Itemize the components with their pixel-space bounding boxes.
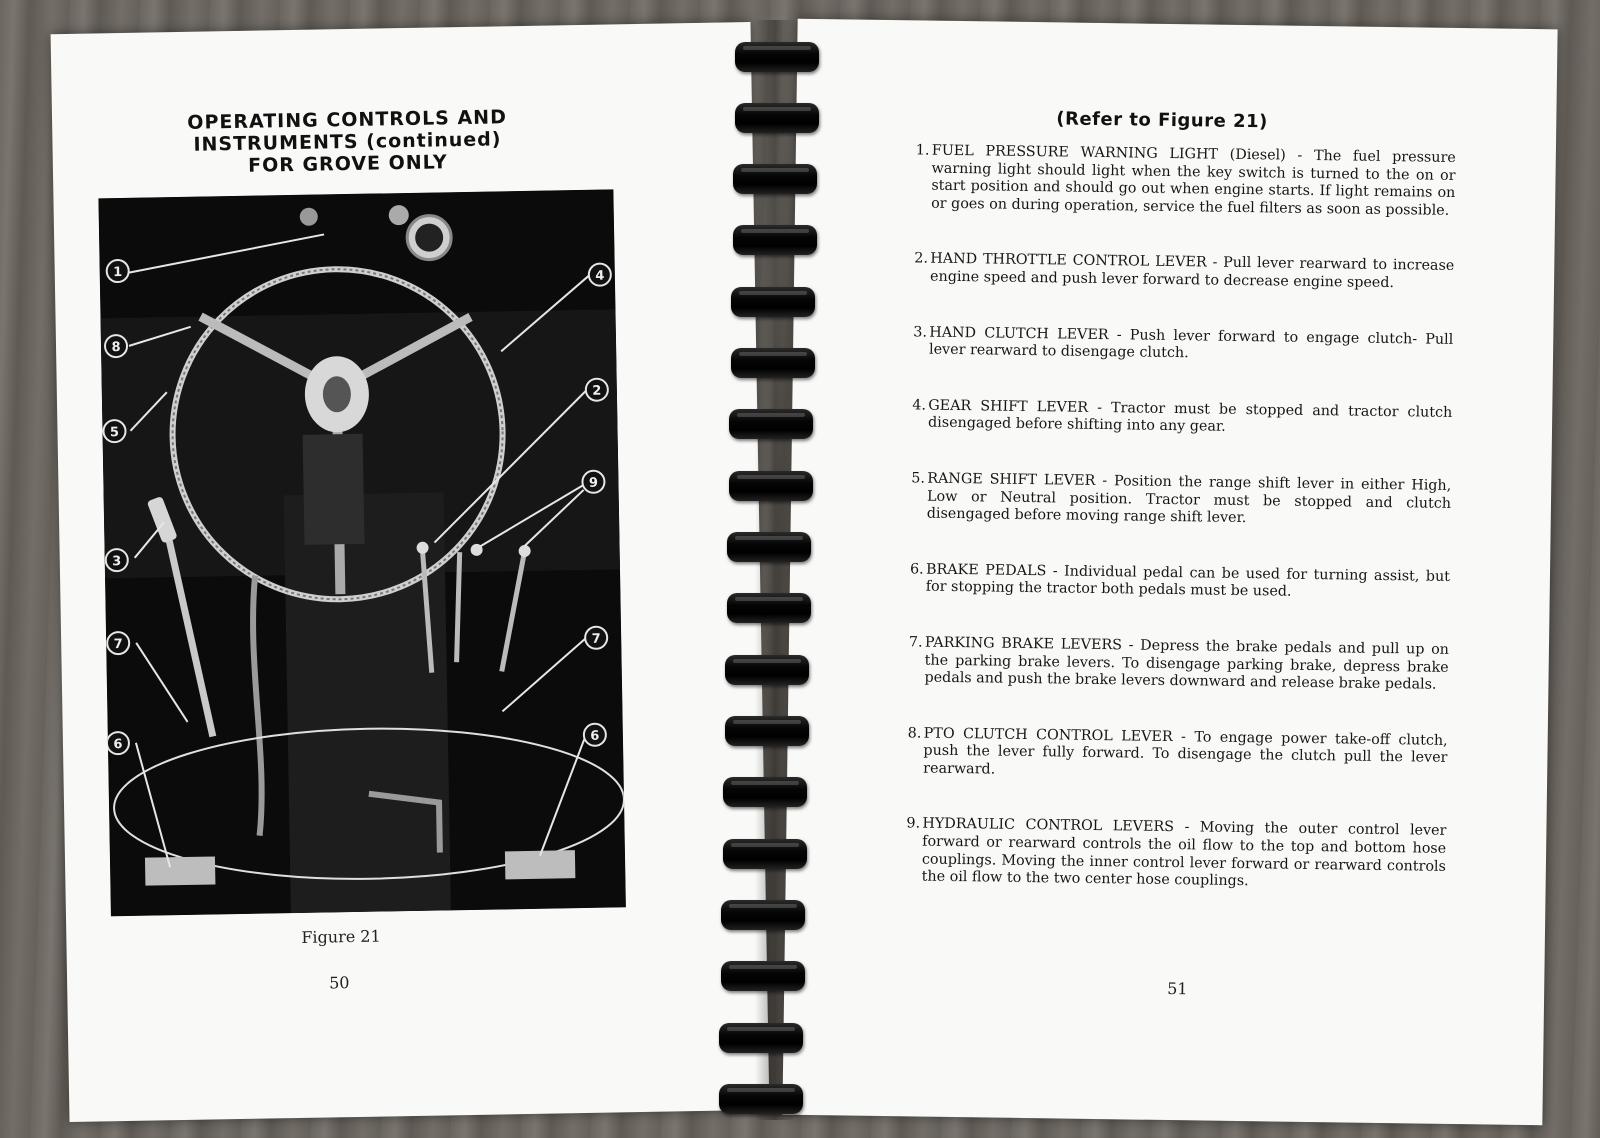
list-item xyxy=(914,251,1454,294)
binding-coil xyxy=(725,716,809,746)
item-number: 1. xyxy=(915,142,930,159)
binding-coil xyxy=(729,471,813,501)
item-number: 6. xyxy=(909,561,924,578)
binding-coil xyxy=(729,409,813,439)
callout-7-right: 7 xyxy=(591,631,601,647)
item-text: PARKING BRAKE LEVERS - Depress the brake pedals and pull up on the parking brake levers. To disengage parking brake, depress brake pedals and push the brake levers downward and release brake pedals. xyxy=(924,634,1450,693)
binding-coil xyxy=(723,777,807,807)
binding-coil xyxy=(725,655,809,685)
binding-coil xyxy=(721,900,805,930)
binding-coil xyxy=(731,348,815,378)
right-page-title: (Refer to Figure 21) xyxy=(1056,108,1268,133)
callout-6-right: 6 xyxy=(590,728,600,744)
binding-coil xyxy=(727,532,811,562)
left-page-title xyxy=(147,106,548,179)
list-item xyxy=(915,142,1456,220)
list-item xyxy=(908,634,1449,694)
list-item xyxy=(911,470,1452,530)
binding-coil xyxy=(727,593,811,623)
tractor-controls-photo xyxy=(98,189,625,916)
left-page xyxy=(51,22,770,1122)
right-page xyxy=(782,19,1557,1126)
item-text: PTO CLUTCH CONTROL LEVER - To engage power take-off clutch, push the lever fully forward. To disengage the clutch pull the lever rearward. xyxy=(923,725,1448,778)
item-text: FUEL PRESSURE WARNING LIGHT (Diesel) - The fuel pressure warning light should light when the key switch is turned to the on or start position and should go out when engine starts. If light remains on or goes on during operation, service the fuel filters as soon as possible. xyxy=(931,142,1456,219)
binding-coil xyxy=(721,961,805,991)
callout-1: 1 xyxy=(113,264,123,281)
callout-8: 8 xyxy=(111,340,121,356)
binding-coil xyxy=(719,1023,803,1053)
binding-coil xyxy=(735,103,819,133)
binding-coil xyxy=(733,164,817,194)
list-item xyxy=(913,324,1453,367)
list-item xyxy=(906,816,1447,894)
item-number: 5. xyxy=(911,470,926,487)
binding-coil xyxy=(719,1084,803,1114)
item-number: 9. xyxy=(906,815,921,833)
item-text: HAND CLUTCH LEVER - Push lever forward to engage clutch- Pull lever rearward to disengage clutch. xyxy=(928,324,1454,362)
list-item xyxy=(907,725,1448,785)
item-number: 2. xyxy=(914,250,929,267)
item-text: RANGE SHIFT LEVER - Position the range shift lever in either High, Low or Neutral position. Tractor must be stopped and clutch disengaged before moving range shift lever. xyxy=(926,470,1452,527)
control-list xyxy=(906,142,1456,893)
page-number-left: 50 xyxy=(328,973,350,993)
binding-coil xyxy=(735,42,819,72)
binding-coil xyxy=(731,287,815,317)
callout-4: 4 xyxy=(595,268,605,284)
item-text: GEAR SHIFT LEVER - Tractor must be stopped and tractor clutch disengaged before shifting into any gear. xyxy=(927,397,1453,436)
list-item xyxy=(912,397,1452,440)
title-line-2: INSTRUMENTS (continued) xyxy=(193,128,502,156)
callout-9: 9 xyxy=(588,475,599,491)
item-number: 7. xyxy=(908,634,923,651)
title-line-3: FOR GROVE ONLY xyxy=(247,151,448,177)
binding-coil xyxy=(723,839,807,869)
callout-3: 3 xyxy=(112,554,122,570)
item-text: HAND THROTTLE CONTROL LEVER - Pull lever rearward to increase engine speed and push lever forward to decrease engine speed. xyxy=(929,250,1455,292)
callout-5: 5 xyxy=(109,425,120,441)
item-text: HYDRAULIC CONTROL LEVERS - Moving the outer control lever forward or rearward controls the oil flow to the top and bottom hose couplings. Moving the inner control lever forward or rearward controls the oil flow to the two center hose couplings. xyxy=(921,816,1447,890)
callout-2: 2 xyxy=(592,383,602,399)
callout-7-left: 7 xyxy=(113,637,123,653)
item-number: 3. xyxy=(913,323,928,341)
callout-6-left: 6 xyxy=(113,737,123,753)
title-line-1: OPERATING CONTROLS AND xyxy=(187,106,508,134)
list-item xyxy=(910,561,1450,604)
figure-caption: Figure 21 xyxy=(301,926,381,947)
item-number: 4. xyxy=(912,397,927,414)
item-text: BRAKE PEDALS - Individual pedal can be used for turning assist, but for stopping the tractor both pedals must be used. xyxy=(925,561,1451,601)
page-number-right: 51 xyxy=(1167,979,1188,999)
binding-coil xyxy=(733,225,817,255)
item-number: 8. xyxy=(907,725,922,742)
